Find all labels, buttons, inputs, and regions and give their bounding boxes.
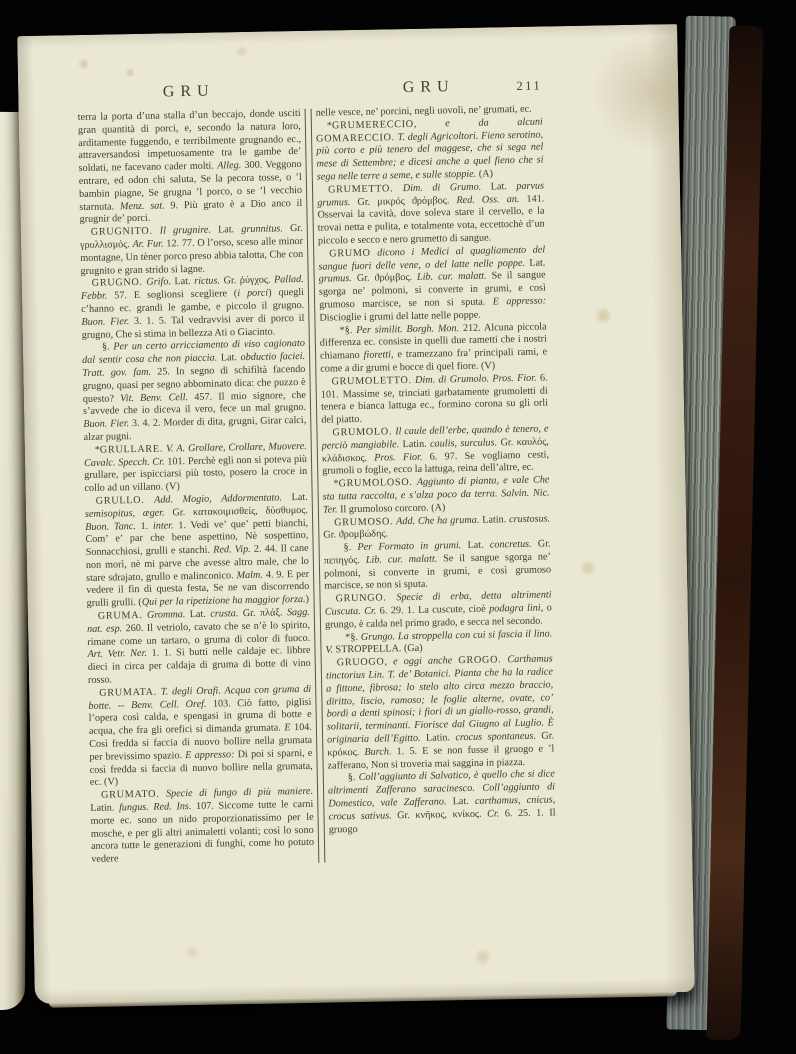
dictionary-paragraph: GRUNGO. Specie di erba, detta altrimenti Cuscuta. Cr. 6. 29. 1. La cuscute, cioè podagra lini, o grungo, è calda nel primo grado, e secca nel secondo. [324, 589, 552, 631]
dictionary-paragraph: GRUMOLO. Il caule dell’erbe, quando è tenero, e perciò mangiabile. Latin. caulis, surculus. Gr. καυλός, κλάδισκος. Pros. Fior. 6. 97. Se vogliamo cesti, grumoli o foglie, ecco la lattuga, reina dell’altre, ec. [321, 423, 550, 477]
dictionary-paragraph: GRUOGO, e oggi anche GROGO. Carthamus tinctorius Lin. T. de’ Botanici. Pianta che ha la radice a fittone, fibrosa; lo stelo alto circa mezzo braccio, diritto, liscio, ramoso; le foglie alterne, ovate, co’ bordi a denti spinosi; i fiori di un giallo-rosso, grandi, solitarii, terminanti. Fiorisce dal Giugno al Luglio. È originaria dell’Egitto. Latin. crocus spontaneus. Gr. κρόκος. Burch. 1. 5. E se non fusse il gruogo e ’l zafferano, Non si troveria mai saggina in piazza. [325, 653, 555, 772]
dictionary-paragraph: *§. Grungo. La stroppella con cui si fascia il lino. V. STROPPELLA. (Ga) [325, 628, 553, 657]
dictionary-paragraph: GRUMATO. Specie di fungo di più maniere. Latin. fungus. Red. Ins. 107. Siccome tutte le carni morte ec. sono un nido proporzionatissimo per le mosche, e per gli altri animaletti volanti; così lo sono ancora tutte le generazioni di funghi, come ho potuto vedere [90, 786, 315, 866]
dictionary-paragraph: GRUGNO. Grifo. Lat. rictus. Gr. ῥύγχος. Pallad. Febbr. 57. E soglionsi scegliere (i porci) quegli c’hanno ec. grandi le gambe, e piccolo il grugno. Buon. Fier. 3. 1. 5. Tal vedravvisi aver di porco il grugno, Che si stima in bellezza Ati o Giacinto. [80, 274, 305, 341]
dictionary-paragraph: §. Per Formato in grumi. Lat. concretus. Gr. πεπηγός. Lib. cur. malatt. Se il sangue sgorga ne’ polmoni, si converte in grumi, e così grumoso marcisce, se non si sputa. [323, 538, 552, 593]
dictionary-paragraph: nelle vesce, ne’ porcini, negli uovoli, ne’ grumati, ec. [315, 103, 532, 119]
dictionary-paragraph: *GRUMOLOSO. Aggiunto di pianta, e vale Che sta tutta raccolta, e s’alza poco da terra. Salvin. Nic. Ter. Il grumoloso corcoro. (A) [322, 474, 550, 516]
book-page [17, 24, 695, 1004]
dictionary-paragraph: *GRUMERECCIO, e da alcuni GOMARECCIO. T. degli Agricoltori. Fieno serotino, più corto e più tenero del maggese, che si sega nel mese di Settembre; e dicesi anche a quel fieno che si sega nelle terre a seme, e sulle stoppie. (A) [316, 116, 544, 183]
running-head [77, 77, 542, 104]
dictionary-paragraph: *GRULLARE. V. A. Grollare, Crollare, Muovere. Cavalc. Specch. Cr. 101. Perchè egli non si poteva più grullare, per ispicciarsi più tosto, posero la croce in collo ad un villano. (V) [83, 440, 308, 495]
dictionary-paragraph: GRUMOLETTO. Dim. di Grumolo. Pros. Fior. 6. 101. Massime se, trinciati garbatamente grumoletti di tenera e bianca lattuga ec., formino corona su gli orli del piatto. [320, 372, 549, 426]
dictionary-paragraph: GRUMA. Gromma. Lat. crusta. Gr. πλάξ. Sagg. nat. esp. 260. Il vetriolo, cavato che se n’è lo spirito, rimane come un tartaro, o gruma di color di fuoco. Art. Vetr. Ner. 1. 1. Si butti nelle caldaje ec. libbre dieci in circa per caldaja di gruma di botte di vino rosso. [86, 606, 311, 687]
running-title-left: GRU [162, 82, 215, 101]
page-number: 211 [516, 78, 543, 93]
dictionary-paragraph: terra la porta d’una stalla d’un beccajo, donde usciti gran quantità di porci, e, secondo la natura loro, arditamente fuggendo, e terribilmente grugnando ec., attraversandosi impetuosamente tra le gambe de’ soldati, ne facevano cader molti. Alleg. 300. Veggono entrare, ed odon chi saluta, Se la pecora tosse, o ’l bambin piagne, Se grugna ’l porco, o se ’l vecchio starnuta. Menz. sat. 9. Più grato è a Dio anco il grugnir de’ porci. [77, 107, 303, 226]
dictionary-paragraph: GRUMATA. T. degli Orafi. Acqua con gruma di botte. -- Benv. Cell. Oref. 103. Ciò fatto, piglisi l’opera così calda, e spengasi in gruma di botte e acqua, che fra gli orefici si dimanda grumata. E 104. Così fredda si faccia di nuovo bollire nella grumata per brevissimo spazio. E appresso: Di poi si sparni, e così fredda si faccia di nuovo bollire nella grumata, ec. (V) [88, 683, 313, 789]
dictionary-paragraph: *§. Per similit. Borgh. Mon. 212. Alcuna piccola differenza ec. consiste in quelli due rametti che i nostri chiamano fioretti, e tramezzano fra’ principali rami, e come a dir grumi e bocce di quel fiore. (V) [319, 321, 548, 375]
page-content [77, 77, 556, 867]
running-title-right: GRU [402, 78, 455, 97]
column-right [316, 104, 557, 863]
dictionary-paragraph: GRUGNITO. Il grugnire. Lat. grunnitus. Gr. γρυλλισμός. Ar. Fur. 12. 77. O l’orso, sceso alle minor montagne, Un tèner porco preso abbia talotta, Che con grugnito e gran strido si lagne. [79, 223, 304, 277]
dictionary-paragraph: GRUMO dicono i Medici al quagliamento del sangue fuori delle vene, o del latte nelle poppe. Lat. grumus. Gr. ϑρόμβος. Lib. cur. malatt. Se il sangue sgorga ne’ polmoni, si converte in grumi, e così grumoso marcisce, se non si sputa. E appresso: Discioglie i grumi del latte nelle poppe. [318, 244, 547, 324]
text-columns [78, 104, 557, 867]
dictionary-paragraph: GRUMOSO. Add. Che ha gruma. Latin. crustosus. Gr. ϑρομβώδης. [323, 512, 551, 541]
dictionary-paragraph: GRUMETTO. Dim. di Grumo. Lat. parvus grumus. Gr. μικρός ϑρόμβος. Red. Oss. an. 141. Osservai la cavità, dove soleva stare il cervello, e la trovai netta e pulita, e totalmente vota, eccettochè d’un piccolo e secco e nero grumetto di sangue. [317, 180, 545, 247]
dictionary-paragraph: §. Coll’aggiunto di Salvatico, è quello che si dice altrimenti Zafferano saracinesco. Coll’aggiunto di Domestico, vale Zafferano. Lat. carthamus, cnicus, crocus sativus. Gr. κνῆκος, κνίκος. Cr. 6. 25. 1. Il gruogo [327, 768, 556, 836]
column-left [78, 108, 315, 867]
dictionary-paragraph: GRULLO. Add. Mogio, Addormentato. Lat. semisopitus, æger. Gr. κατακοιμισθείς, δύσθυμος. Buon. Tanc. 1. inter. 1. Vedi ve’ que’ petti bianchi, Com’ e’ par che bene aspettino, Nè sospettino, Sonnacchiosi, grulli e stanchi. Red. Vip. 2. 44. Il cane non morì, nè mi parve che avesse altro male, che lo stare sdrajato, grullo e malinconico. Malm. 4. 9. E per vedere il fin di questa festa, Se ne van discorrendo grulli grulli. (Qui per la ripetizione ha maggior forza.) [84, 491, 310, 610]
dictionary-paragraph: §. Per un certo arricciamento di viso cagionato dal sentir cosa che non piaccia. Lat. obductio faciei. Tratt. gov. fam. 25. In segno di schifiltà facendo grugno, quasi per segno abbominato dica: che puzzo è questo? Vit. Benv. Cell. 457. Il mio signore, che s’avvede che io diceva il vero, fece un mal grugno. Buon. Fier. 3. 4. 2. Morder di dita, grugni, Girar calci, alzar pugni. [82, 338, 307, 443]
